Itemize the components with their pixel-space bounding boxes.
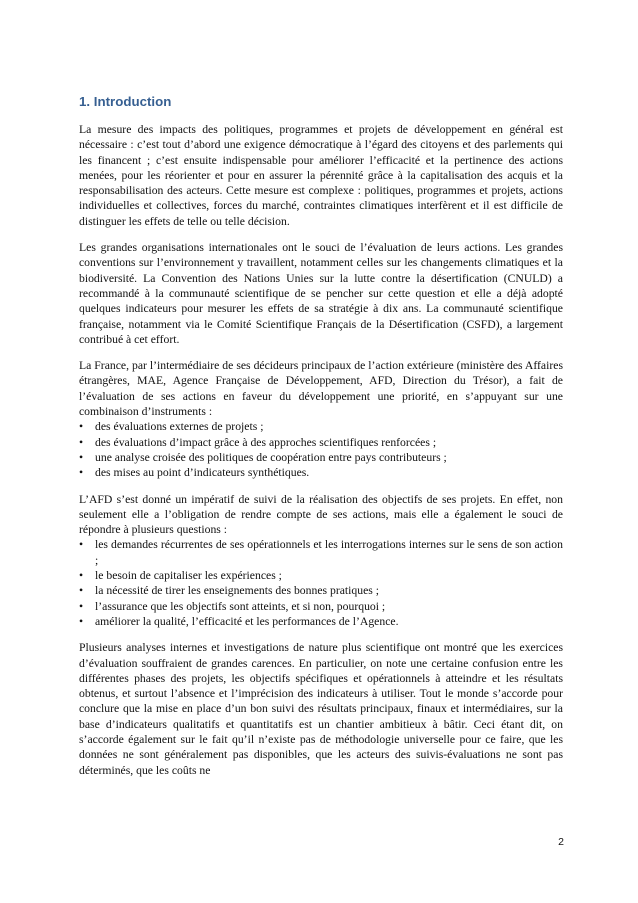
page-number: 2 <box>558 836 564 848</box>
section-number: 1. <box>79 94 91 109</box>
paragraph-organisations: Les grandes organisations internationales ont le souci de l’évaluation de leurs actions. Les grandes conventions sur l’environnement y travaillent, notamment celles sur les changements climatiques et la biodiversité. La Convention des Nations Unies sur la lutte contre la désertification (CNULD) a recommandé à la communauté scientifique de se pencher sur cette question et elle a déjà adopté quelques indicateurs pour mesurer les effets de sa stratégie à dix ans. La communauté scientifique française, notamment via le Comité Scientifique Français de la Désertification (CSFD), a largement contribué à cet effort. <box>79 241 563 346</box>
bullet-icon: • <box>79 538 84 552</box>
list-item <box>79 465 563 480</box>
paragraph-gap <box>79 629 563 640</box>
list-item <box>79 537 563 568</box>
paragraph-gap <box>79 347 563 358</box>
list-item <box>79 568 563 583</box>
list-item-text: les demandes récurrentes de ses opérationnels et les interrogations internes sur le sens de son action ; <box>95 538 563 567</box>
paragraph-gap <box>79 229 563 240</box>
section-heading <box>79 94 563 110</box>
list-item-text: améliorer la qualité, l’efficacité et les performances de l’Agence. <box>95 614 399 628</box>
paragraph-intro: La mesure des impacts des politiques, programmes et projets de développement en général est nécessaire : c’est tout d’abord une exigence démocratique à l’égard des citoyens et des parlements qui les financent ; c’est ensuite indispensable pour améliorer l’efficacité et la pertinence des actions menées, pour les réorienter et pour en assurer la pérennité grâce à la capitalisation des acquis et la responsabilisation des acteurs. Cette mesure est complexe : politiques, programmes et projets, actions individuelles et collectives, forces du marché, contraintes climatiques interfèrent et il est difficile de distinguer les effets de telle ou telle décision. <box>79 123 563 228</box>
list-item-text: l’assurance que les objectifs sont atteints, et si non, pourquoi ; <box>95 599 386 613</box>
paragraph-afd: L’AFD s’est donné un impératif de suivi de la réalisation des objectifs de ses projets. En effet, non seulement elle a l’obligation de rendre compte de ses actions, mais elle a également le souci de répondre à plusieurs questions : <box>79 492 563 537</box>
bullet-icon: • <box>79 450 84 464</box>
instruments-list <box>79 419 563 480</box>
paragraph-analyses: Plusieurs analyses internes et investigations de nature plus scientifique ont montré que les exercices d’évaluation souffraient de grandes carences. En particulier, on note une certaine confusion entre les différentes phases des projets, les objectifs spécifiques et opérationnels à atteindre et les résultats obtenus, et surtout l’absence et l’imprécision des indicateurs à utiliser. Tout le monde s’accorde pour conclure que la mise en place d’un bon suivi des résultats principaux, finaux et intermédiaires, sur la base d’indicateurs qualitatifs et quantitatifs est un chantier ambitieux à bâtir. Ceci étant dit, on s’accorde également sur le fait qu’il n’existe pas de méthodologie universelle pour ce faire, que les données ne sont généralement pas disponibles, que les acteurs des suivis-évaluations ne sont pas déterminés, que les coûts ne <box>79 641 563 777</box>
list-item <box>79 583 563 598</box>
paragraph-gap <box>79 481 563 492</box>
list-item <box>79 435 563 450</box>
list-item <box>79 419 563 434</box>
list-item-text: une analyse croisée des politiques de coopération entre pays contributeurs ; <box>95 450 447 464</box>
list-item-text: des évaluations d’impact grâce à des approches scientifiques renforcées ; <box>95 435 437 449</box>
list-item <box>79 614 563 629</box>
page-content <box>79 94 563 778</box>
list-item-text: des évaluations externes de projets ; <box>95 420 264 434</box>
bullet-icon: • <box>79 435 84 449</box>
bullet-icon: • <box>79 614 84 628</box>
bullet-icon: • <box>79 599 84 613</box>
list-item <box>79 599 563 614</box>
section-title: Introduction <box>93 94 172 109</box>
bullet-icon: • <box>79 420 84 434</box>
bullet-icon: • <box>79 584 84 598</box>
paragraph-france: La France, par l’intermédiaire de ses décideurs principaux de l’action extérieure (ministère des Affaires étrangères, MAE, Agence Française de Développement, AFD, Direction du Trésor), a fait de l’évaluation de ses actions en faveur du développement une priorité, en s’appuyant sur une combinaison d’instruments : <box>79 359 563 419</box>
list-item-text: des mises au point d’indicateurs synthétiques. <box>95 466 310 480</box>
bullet-icon: • <box>79 569 84 583</box>
list-item-text: la nécessité de tirer les enseignements des bonnes pratiques ; <box>95 584 379 598</box>
questions-list <box>79 537 563 629</box>
list-item-text: le besoin de capitaliser les expériences ; <box>95 569 282 583</box>
list-item <box>79 450 563 465</box>
bullet-icon: • <box>79 466 84 480</box>
